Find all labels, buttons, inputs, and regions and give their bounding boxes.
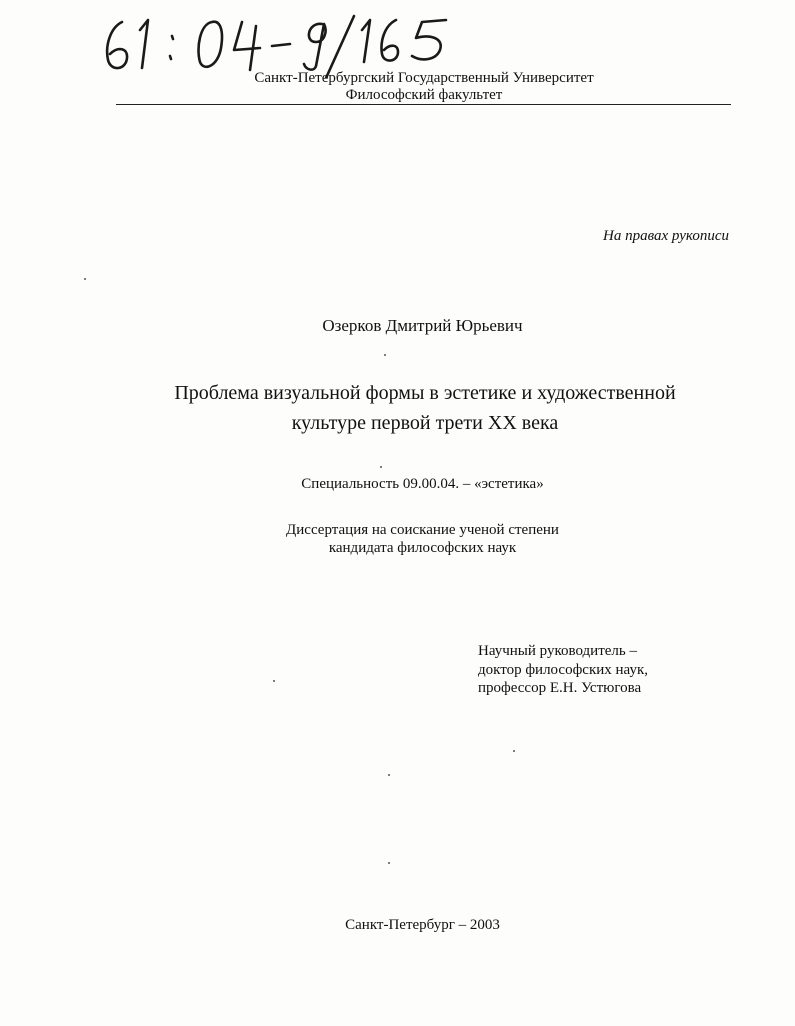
specialty-line: Специальность 09.00.04. – «эстетика»	[301, 476, 544, 492]
supervisor-line-1: Научный руководитель –	[478, 643, 637, 659]
degree-line-2: кандидата философских наук	[328, 540, 517, 556]
manuscript-note: На правах рукописи	[603, 228, 729, 244]
title-line-1: Проблема визуальной формы в эстетике и художественной	[174, 382, 676, 404]
degree-line-1: Диссертация на соискание ученой степени	[286, 522, 559, 538]
author-name: Озерков Дмитрий Юрьевич	[322, 316, 523, 335]
title-line-2: культуре первой трети XX века	[291, 412, 559, 434]
place-and-year: Санкт-Петербург – 2003	[345, 917, 500, 933]
handwritten-shelfmark	[100, 8, 460, 78]
scan-speck	[273, 680, 275, 682]
university-name: Санкт-Петербургский Государственный Университет	[254, 70, 594, 86]
handwritten-shelfmark-drawing	[100, 8, 460, 78]
document-header	[118, 70, 730, 104]
scan-speck	[513, 750, 515, 752]
scan-speck	[388, 862, 390, 864]
supervisor-block	[478, 642, 648, 698]
scan-speck	[84, 278, 86, 280]
scan-speck	[384, 354, 386, 356]
header-divider	[116, 104, 731, 105]
supervisor-line-3: профессор Е.Н. Устюгова	[478, 680, 642, 696]
scan-speck	[380, 466, 382, 468]
supervisor-line-2: доктор философских наук,	[478, 661, 648, 678]
dissertation-title	[120, 378, 730, 438]
scan-speck	[388, 774, 390, 776]
faculty-name: Философский факультет	[345, 87, 503, 103]
degree-statement	[0, 521, 795, 557]
